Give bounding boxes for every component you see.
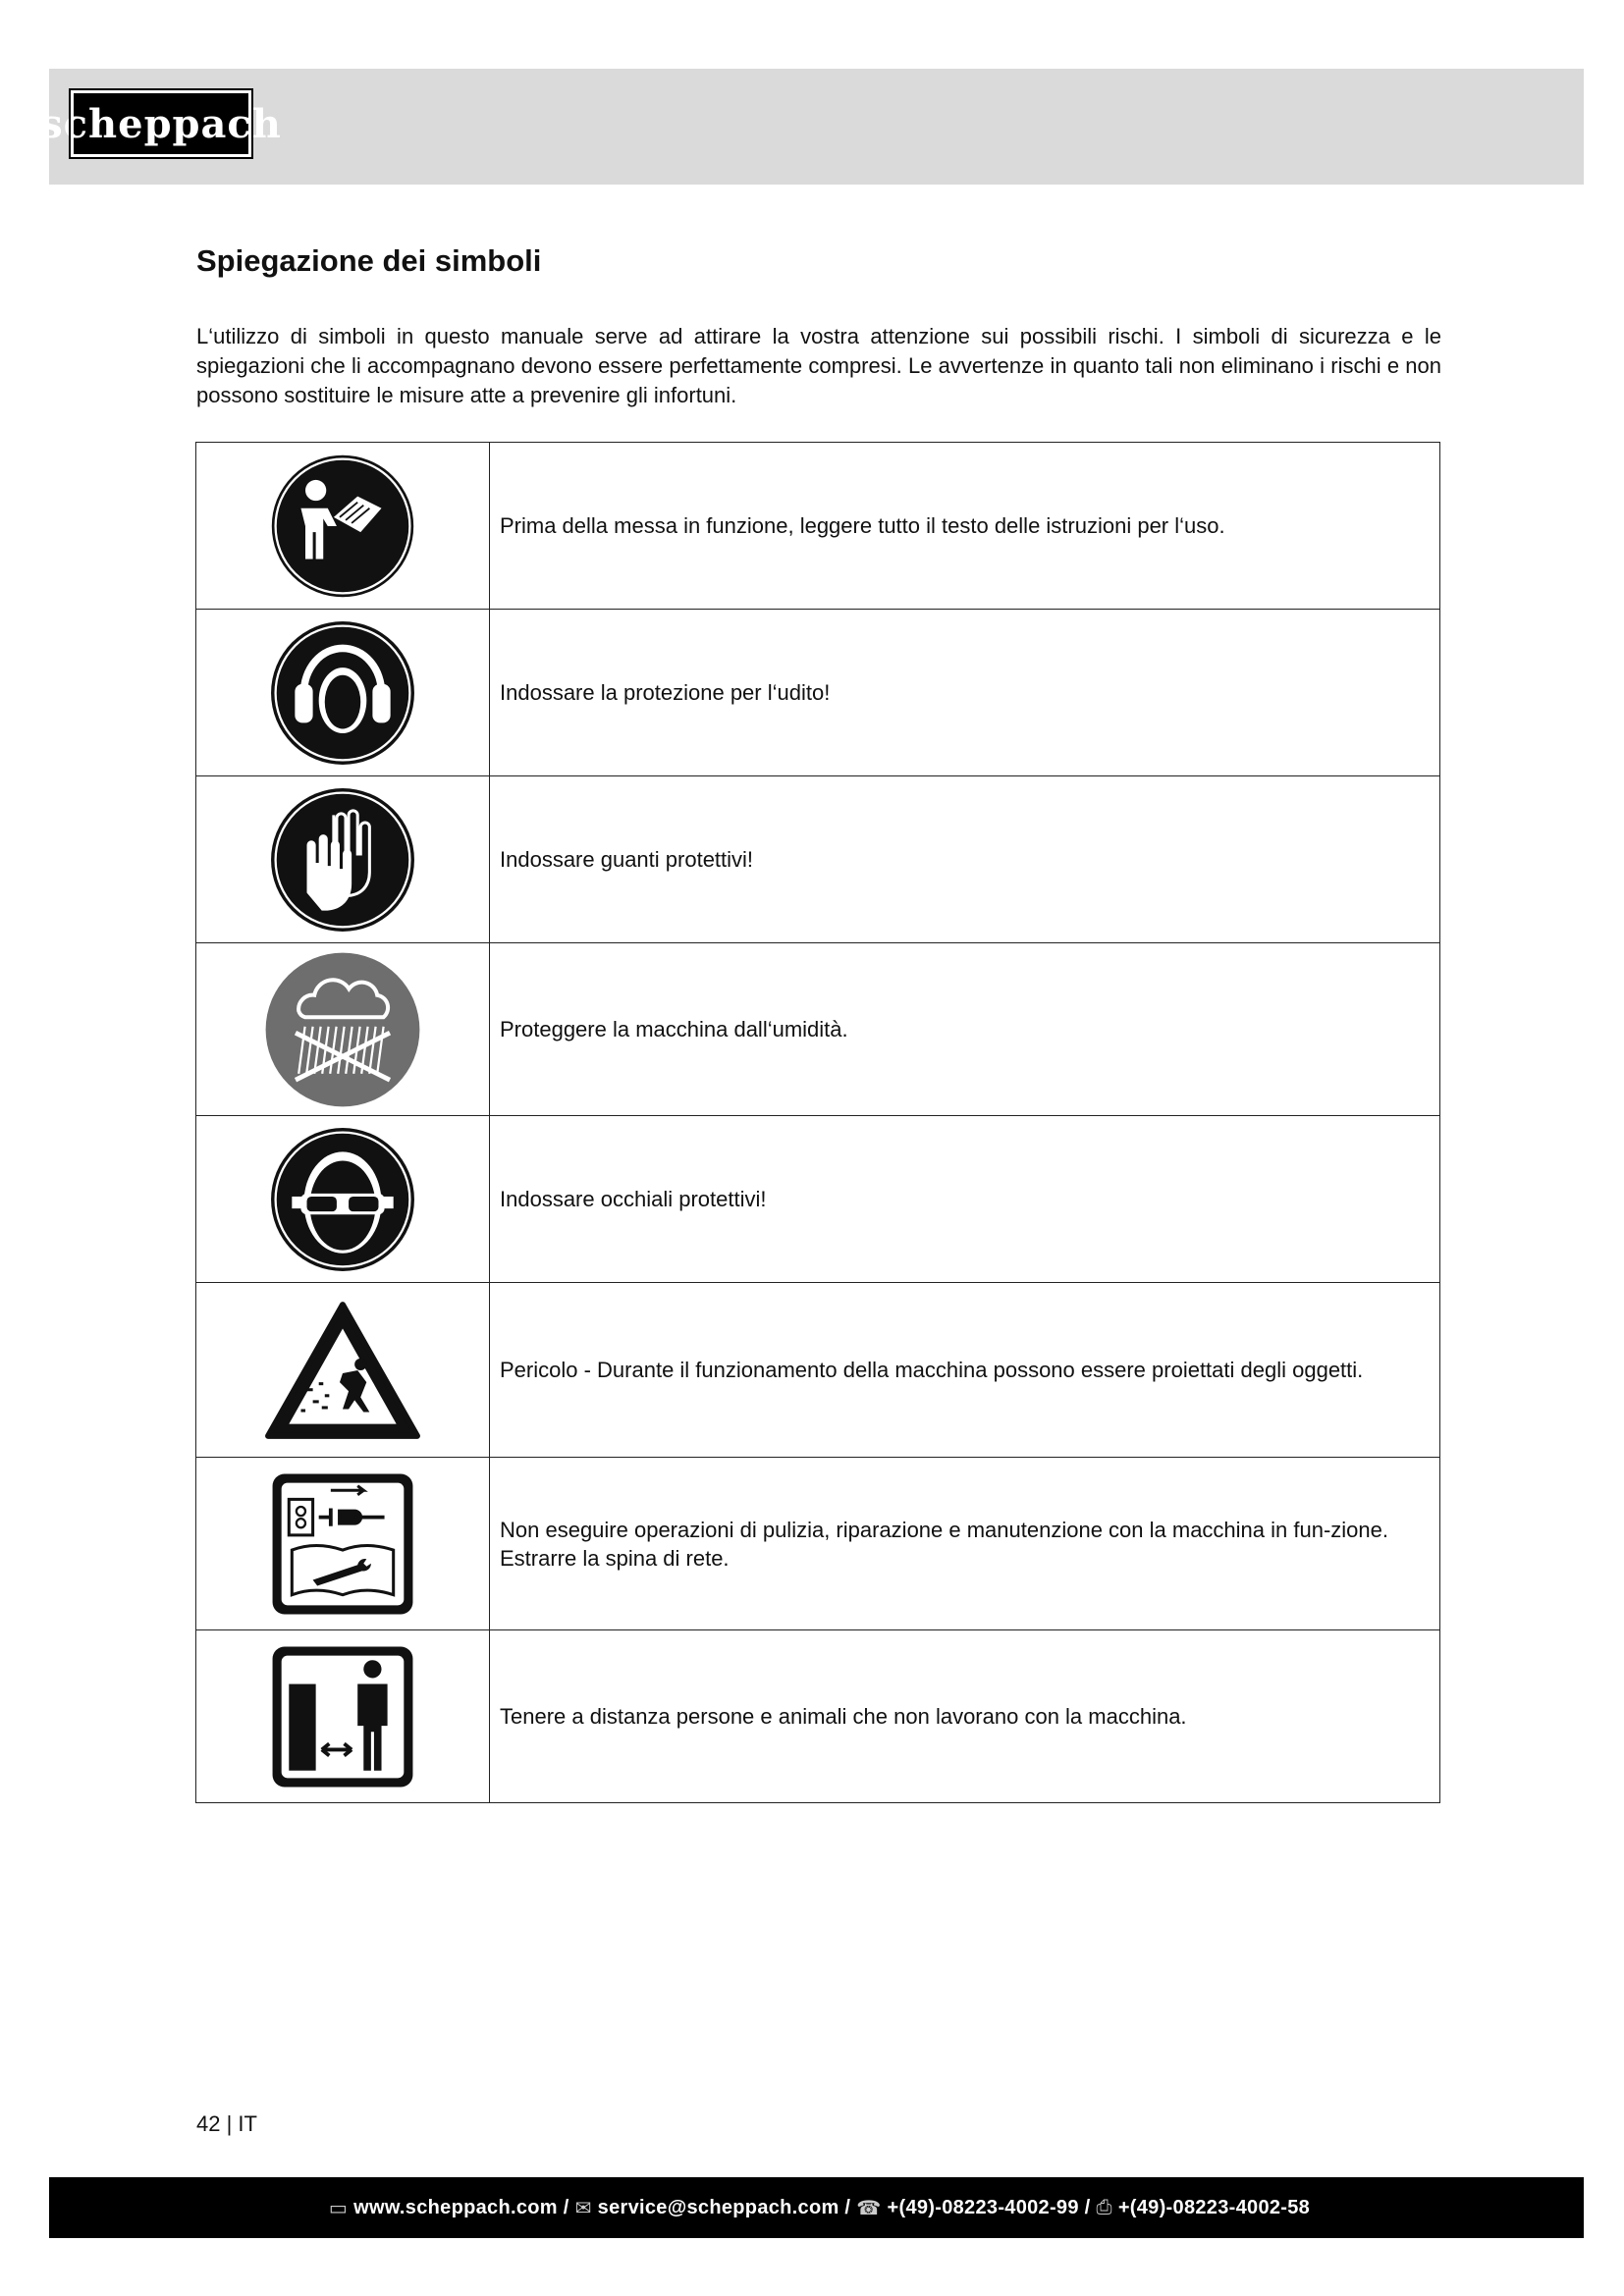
mail-icon: ✉: [574, 2197, 592, 2219]
symbol-text: Indossare la protezione per l‘udito!: [490, 610, 1440, 776]
symbols-table: [195, 442, 1440, 1803]
symbol-row: [196, 1458, 1440, 1630]
page-number: 42 | IT: [196, 2111, 257, 2136]
flying-objects-warning-icon: [262, 1296, 423, 1445]
symbol-text: Pericolo - Durante il funzionamento della macchina possono essere proiettati degli oggetti.: [490, 1283, 1440, 1458]
symbol-text: Prima della messa in funzione, leggere tutto il testo delle istruzioni per l‘uso.: [490, 443, 1440, 610]
symbol-text: Non eseguire operazioni di pulizia, riparazione e manutenzione con la macchina in fun-zione. Estrarre la spina di rete.: [490, 1458, 1440, 1630]
read-manual-icon: [268, 452, 417, 601]
symbol-row: [196, 776, 1440, 943]
symbol-text: Tenere a distanza persone e animali che non lavorano con la macchina.: [490, 1630, 1440, 1803]
keep-distance-icon: [268, 1642, 417, 1791]
footer-band: [49, 2177, 1584, 2238]
symbol-row: [196, 1283, 1440, 1458]
symbol-text: Proteggere la macchina dall‘umidità.: [490, 943, 1440, 1116]
hearing-protection-icon: [268, 618, 417, 768]
protective-gloves-icon: [268, 785, 417, 934]
fax-icon: ⎙: [1096, 2196, 1112, 2218]
no-rain-icon: [264, 951, 421, 1108]
symbol-row: [196, 1630, 1440, 1803]
symbol-text: Indossare guanti protettivi!: [490, 776, 1440, 943]
safety-goggles-icon: [268, 1125, 417, 1274]
footer-phone: +(49)-08223-4002-99 /: [887, 2196, 1091, 2218]
footer-email[interactable]: service@scheppach.com /: [597, 2196, 851, 2218]
footer-fax: +(49)-08223-4002-58: [1117, 2196, 1311, 2218]
computer-icon: ▭: [328, 2197, 349, 2219]
header-band: [40, 69, 1584, 185]
footer-website[interactable]: www.scheppach.com /: [353, 2196, 569, 2218]
symbol-row: [196, 610, 1440, 776]
unplug-before-maintenance-icon: [268, 1469, 417, 1619]
symbol-row: [196, 1116, 1440, 1283]
scheppach-logo: scheppach: [71, 90, 251, 157]
phone-icon: ☎: [856, 2197, 882, 2219]
symbol-row: [196, 443, 1440, 610]
intro-paragraph: L‘utilizzo di simboli in questo manuale serve ad attirare la vostra attenzione sui possibili rischi. I simboli di sicurezza e le spiegazioni che li accompagnano devono essere perfettamente compresi. Le avvertenze in quanto tali non eliminano i rischi e non possono sostituire le misure atte a prevenire gli infortuni.: [196, 324, 1441, 407]
symbol-text: Indossare occhiali protettivi!: [490, 1116, 1440, 1283]
symbol-row: [196, 943, 1440, 1116]
section-title: Spiegazione dei simboli: [196, 243, 542, 278]
